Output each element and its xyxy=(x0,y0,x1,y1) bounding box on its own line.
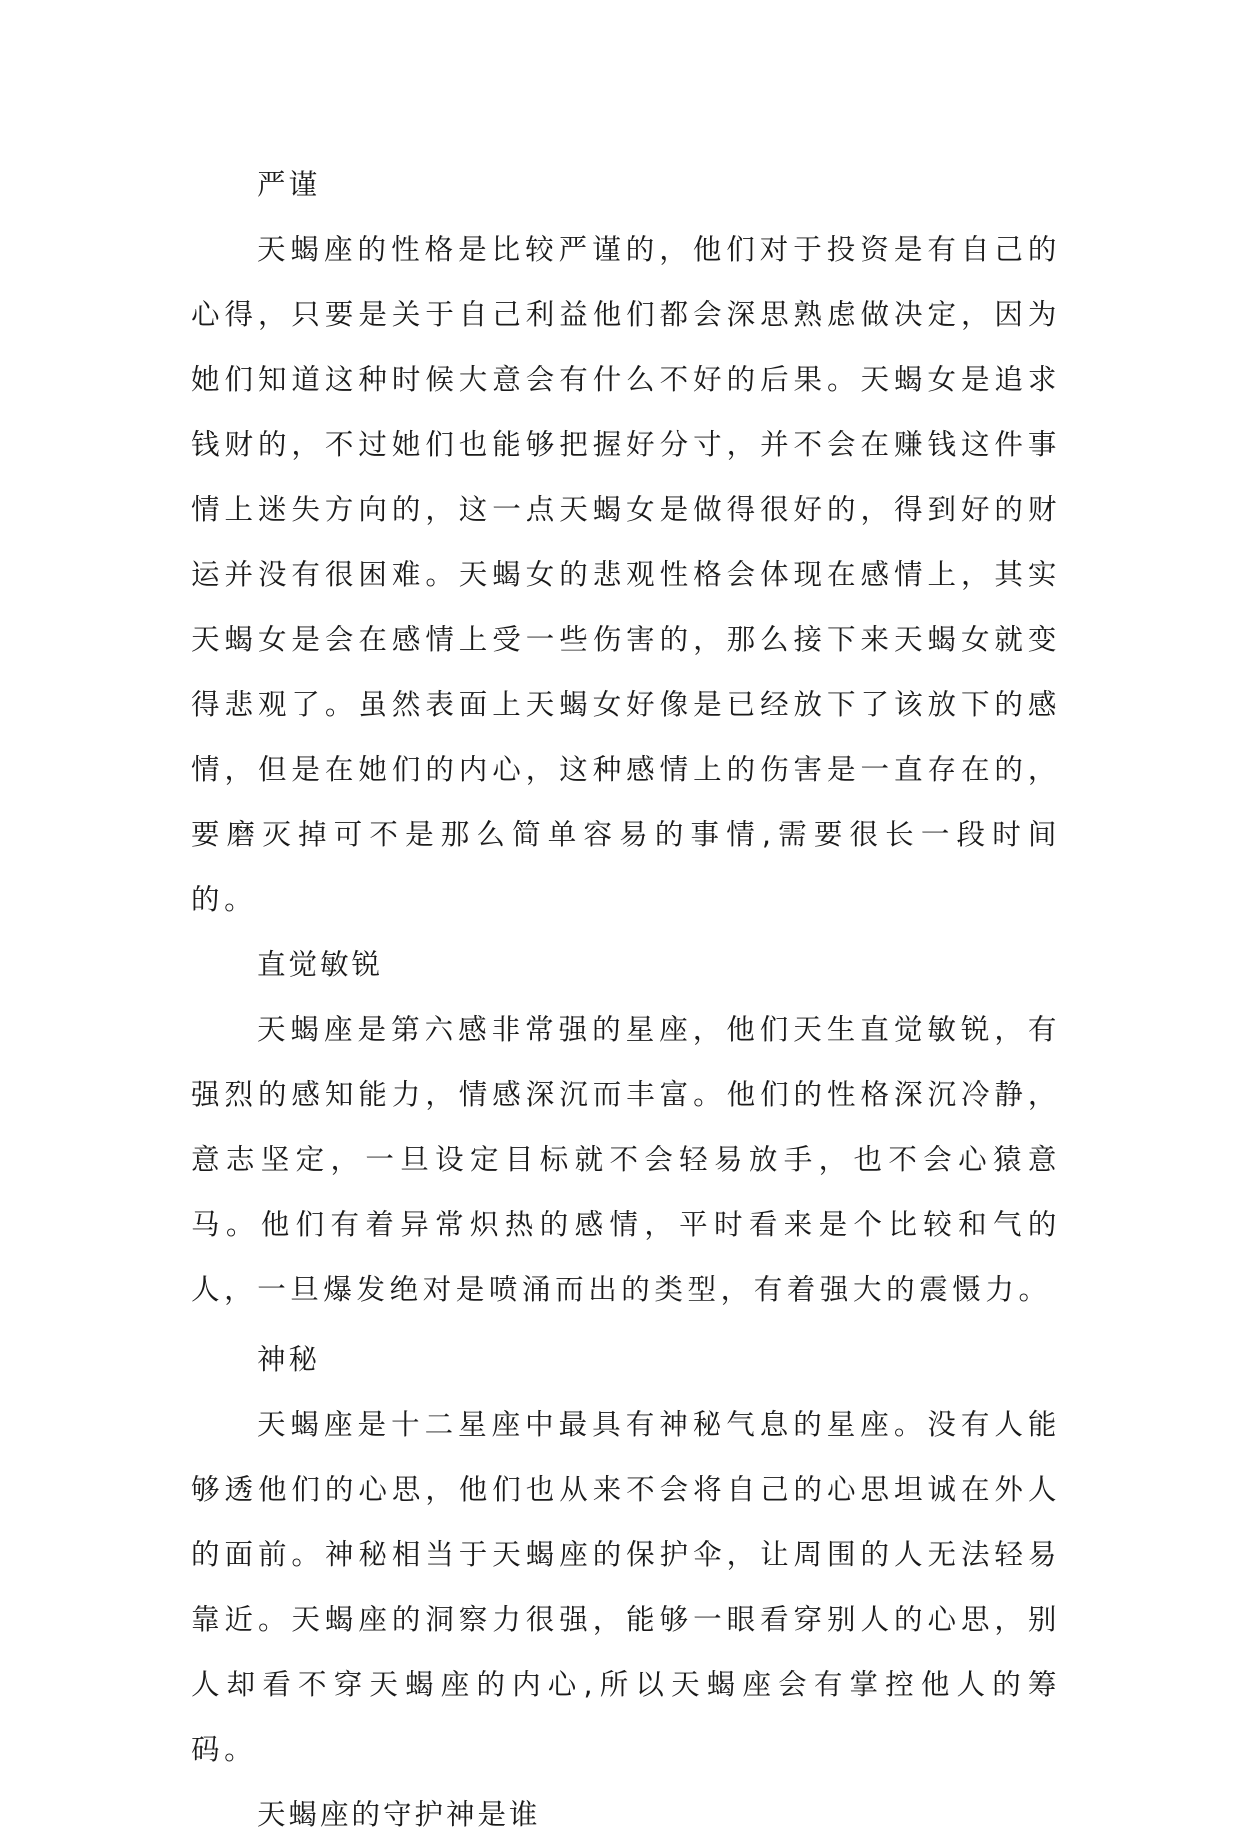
paragraph-rigorous: 天蝎座的性格是比较严谨的，他们对于投资是有自己的心得，只要是关于自己利益他们都会深思熟虑做决定，因为她们知道这种时候大意会有什么不好的后果。天蝎女是追求钱财的，不过她们也能够把握好分寸，并不会在赚钱这件事情上迷失方向的，这一点天蝎女是做得很好的，得到好的财运并没有很困难。天蝎女的悲观性格会体现在感情上，其实天蝎女是会在感情上受一些伤害的，那么接下来天蝎女就变得悲观了。虽然表面上天蝎女好像是已经放下了该放下的感情，但是在她们的内心，这种感情上的伤害是一直存在的，要磨灭掉可不是那么简单容易的事情,需要很长一段时间的。 xyxy=(191,233,1061,916)
section-heading-rigorous: 严谨 xyxy=(257,168,321,201)
paragraph-mystery: 天蝎座是十二星座中最具有神秘气息的星座。没有人能够透他们的心思，他们也从来不会将自己的心思坦诚在外人的面前。神秘相当于天蝎座的保护伞，让周围的人无法轻易靠近。天蝎座的洞察力很强，能够一眼看穿别人的心思，别人却看不穿天蝎座的内心,所以天蝎座会有掌控他人的筹码。 xyxy=(191,1408,1061,1766)
section-heading-guardian: 天蝎座的守护神是谁 xyxy=(257,1798,541,1831)
document-body xyxy=(191,152,1061,1847)
section-heading-mystery: 神秘 xyxy=(257,1343,321,1376)
paragraph-intuition: 天蝎座是第六感非常强的星座，他们天生直觉敏锐，有强烈的感知能力，情感深沉而丰富。他们的性格深沉冷静，意志坚定，一旦设定目标就不会轻易放手，也不会心猿意马。他们有着异常炽热的感情，平时看来是个比较和气的人，一旦爆发绝对是喷涌而出的类型，有着强大的震慑力。 xyxy=(191,1013,1061,1306)
section-heading-intuition: 直觉敏锐 xyxy=(257,948,384,981)
